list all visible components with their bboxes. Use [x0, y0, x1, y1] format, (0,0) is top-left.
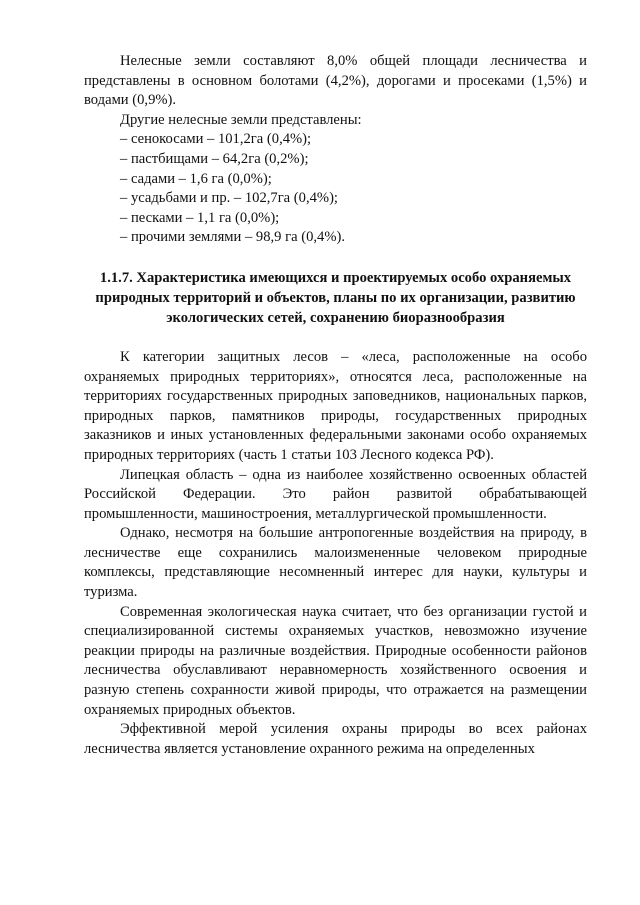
list-item: – песками – 1,1 га (0,0%);	[120, 209, 280, 226]
list-item: – садами – 1,6 га (0,0%);	[120, 170, 272, 187]
paragraph: Липецкая область – одна из наиболее хозяйственно освоенных областей Российской Федерации. Это район развитой обрабатывающей промышленности, машиностроения, металлургической промышленности.	[84, 466, 587, 522]
list-item: – усадьбами и пр. – 102,7га (0,4%);	[120, 190, 338, 207]
document-page	[84, 52, 587, 759]
section-body	[84, 348, 587, 759]
paragraph: Современная экологическая наука считает, что без организации густой и специализированной системы охраняемых участков, невозможно изучение реакции природы на различные воздействия. Природные особенности районов лесничества обуславливают неравномерность хозяйственного освоения и разную степень сохранности живой природы, что отражается на размещении охраняемых природных объектов.	[84, 603, 587, 718]
list-item: – пастбищами – 64,2га (0,2%);	[120, 150, 309, 167]
paragraph: Эффективной мерой усиления охраны природы во всех районах лесничества является установление охранного режима на определенных	[84, 721, 587, 757]
paragraph: Однако, несмотря на большие антропогенные воздействия на природу, в лесничестве еще сохранились малоизмененные человеком природные комплексы, представляющие несомненный интерес для науки, культуры и туризма.	[84, 525, 587, 601]
section-heading: 1.1.7. Характеристика имеющихся и проектируемых особо охраняемых природных территорий и объектов, планы по их организации, развитию экологических сетей, сохранению биоразнообразия	[95, 269, 576, 326]
paragraph-nonforest-lands: Нелесные земли составляют 8,0% общей площади лесничества и представлены в основном болотами (4,2%), дорогами и просеками (1,5%) и водами (0,9%).	[84, 53, 587, 109]
list-item: – прочими землями – 98,9 га (0,4%).	[120, 229, 345, 246]
list-title: Другие нелесные земли представлены:	[120, 111, 362, 128]
list-item: – сенокосами – 101,2га (0,4%);	[120, 131, 312, 148]
paragraph: К категории защитных лесов – «леса, расположенные на особо охраняемых природных территориях», относятся леса, расположенные на территориях государственных природных заповедников, национальных парков, природных парков, памятников природы, государственных природных заказников и иных установленных федеральными законами особо охраняемых природных территориях (часть 1 статьи 103 Лесного кодекса РФ).	[84, 348, 587, 463]
